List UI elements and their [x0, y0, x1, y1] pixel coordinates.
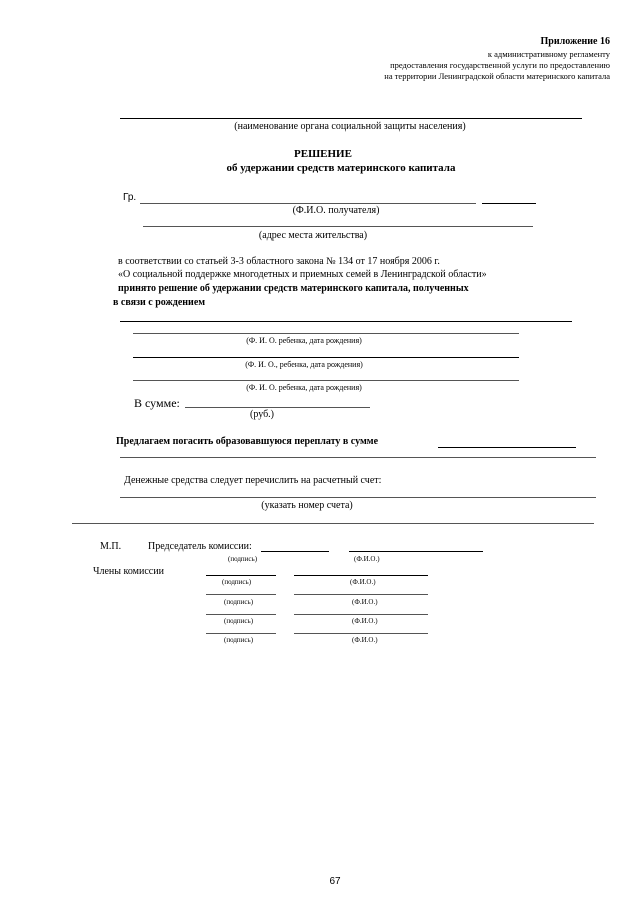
child-line-2 — [133, 357, 519, 358]
member-2-name-line — [294, 594, 428, 595]
body-line-2: «О социальной поддержке многодетных и приемных семей в Ленинградской области» — [118, 269, 487, 280]
recipient-caption: (Ф.И.О. получателя) — [292, 205, 380, 216]
member-1-signature-line — [206, 575, 276, 576]
member-3-signature-caption: (подпись) — [224, 617, 254, 625]
account-line — [120, 497, 596, 498]
member-4-signature-caption: (подпись) — [224, 636, 254, 644]
member-3-signature-line — [206, 614, 276, 615]
member-1-name-caption: (Ф.И.О.) — [350, 578, 376, 586]
member-4-name-caption: (Ф.И.О.) — [352, 636, 378, 644]
child-caption-3: (Ф. И. О. ребенка, дата рождения) — [246, 383, 362, 392]
page-number: 67 — [329, 876, 341, 887]
child-caption-2: (Ф. И. О., ребенка, дата рождения) — [245, 360, 363, 369]
propose-line-2 — [120, 457, 596, 458]
body-line-3: принято решение об удержании средств материнского капитала, полученных — [118, 283, 469, 294]
child-caption-1: (Ф. И. О. ребенка, дата рождения) — [246, 336, 362, 345]
member-1-name-line — [294, 575, 428, 576]
authority-line — [120, 118, 582, 119]
recipient-prefix: Гр. — [123, 192, 137, 203]
transfer-text: Денежные средства следует перечислить на расчетный счет: — [124, 475, 382, 486]
stamp-label: М.П. — [100, 541, 122, 552]
chairman-name-line — [349, 551, 483, 552]
separator-line — [72, 523, 594, 524]
amount-caption: (руб.) — [250, 409, 274, 420]
body-line-1: в соответствии со статьей 3-3 областного закона № 134 от 17 ноября 2006 г. — [118, 256, 440, 267]
appendix-line-3: на территории Ленинградской области материнского капитала — [384, 71, 610, 81]
member-2-name-caption: (Ф.И.О.) — [352, 598, 378, 606]
document-heading: РЕШЕНИЕ — [294, 148, 352, 160]
members-label: Члены комиссии — [93, 566, 164, 577]
member-2-signature-caption: (подпись) — [224, 598, 254, 606]
appendix-line-1: к административному регламенту — [487, 49, 610, 59]
recipient-line-end — [482, 203, 536, 204]
appendix-title: Приложение 16 — [540, 36, 610, 47]
member-3-name-caption: (Ф.И.О.) — [352, 617, 378, 625]
address-caption: (адрес места жительства) — [258, 230, 368, 241]
chairman-signature-caption: (подпись) — [228, 555, 258, 563]
member-4-signature-line — [206, 633, 276, 634]
body-line-4: в связи с рождением — [113, 297, 206, 308]
appendix-line-2: предоставления государственной услуги по предоставлению — [390, 60, 610, 70]
child-line-1b — [133, 333, 519, 334]
chairman-signature-line — [261, 551, 329, 552]
amount-line — [185, 407, 370, 408]
address-line — [143, 226, 533, 227]
account-caption: (указать номер счета) — [261, 500, 353, 511]
member-2-signature-line — [206, 594, 276, 595]
chairman-name-caption: (Ф.И.О.) — [354, 555, 380, 563]
document-subheading: об удержании средств материнского капитала — [226, 162, 456, 174]
amount-label: В сумме: — [134, 396, 180, 410]
chairman-label: Председатель комиссии: — [148, 541, 252, 552]
propose-line — [438, 447, 576, 448]
child-line-1a — [120, 321, 572, 322]
member-1-signature-caption: (подпись) — [222, 578, 252, 586]
authority-caption: (наименование органа социальной защиты населения) — [234, 121, 466, 132]
member-4-name-line — [294, 633, 428, 634]
member-3-name-line — [294, 614, 428, 615]
recipient-line — [140, 203, 476, 204]
child-line-3 — [133, 380, 519, 381]
propose-text: Предлагаем погасить образовавшуюся переплату в сумме — [116, 436, 379, 447]
